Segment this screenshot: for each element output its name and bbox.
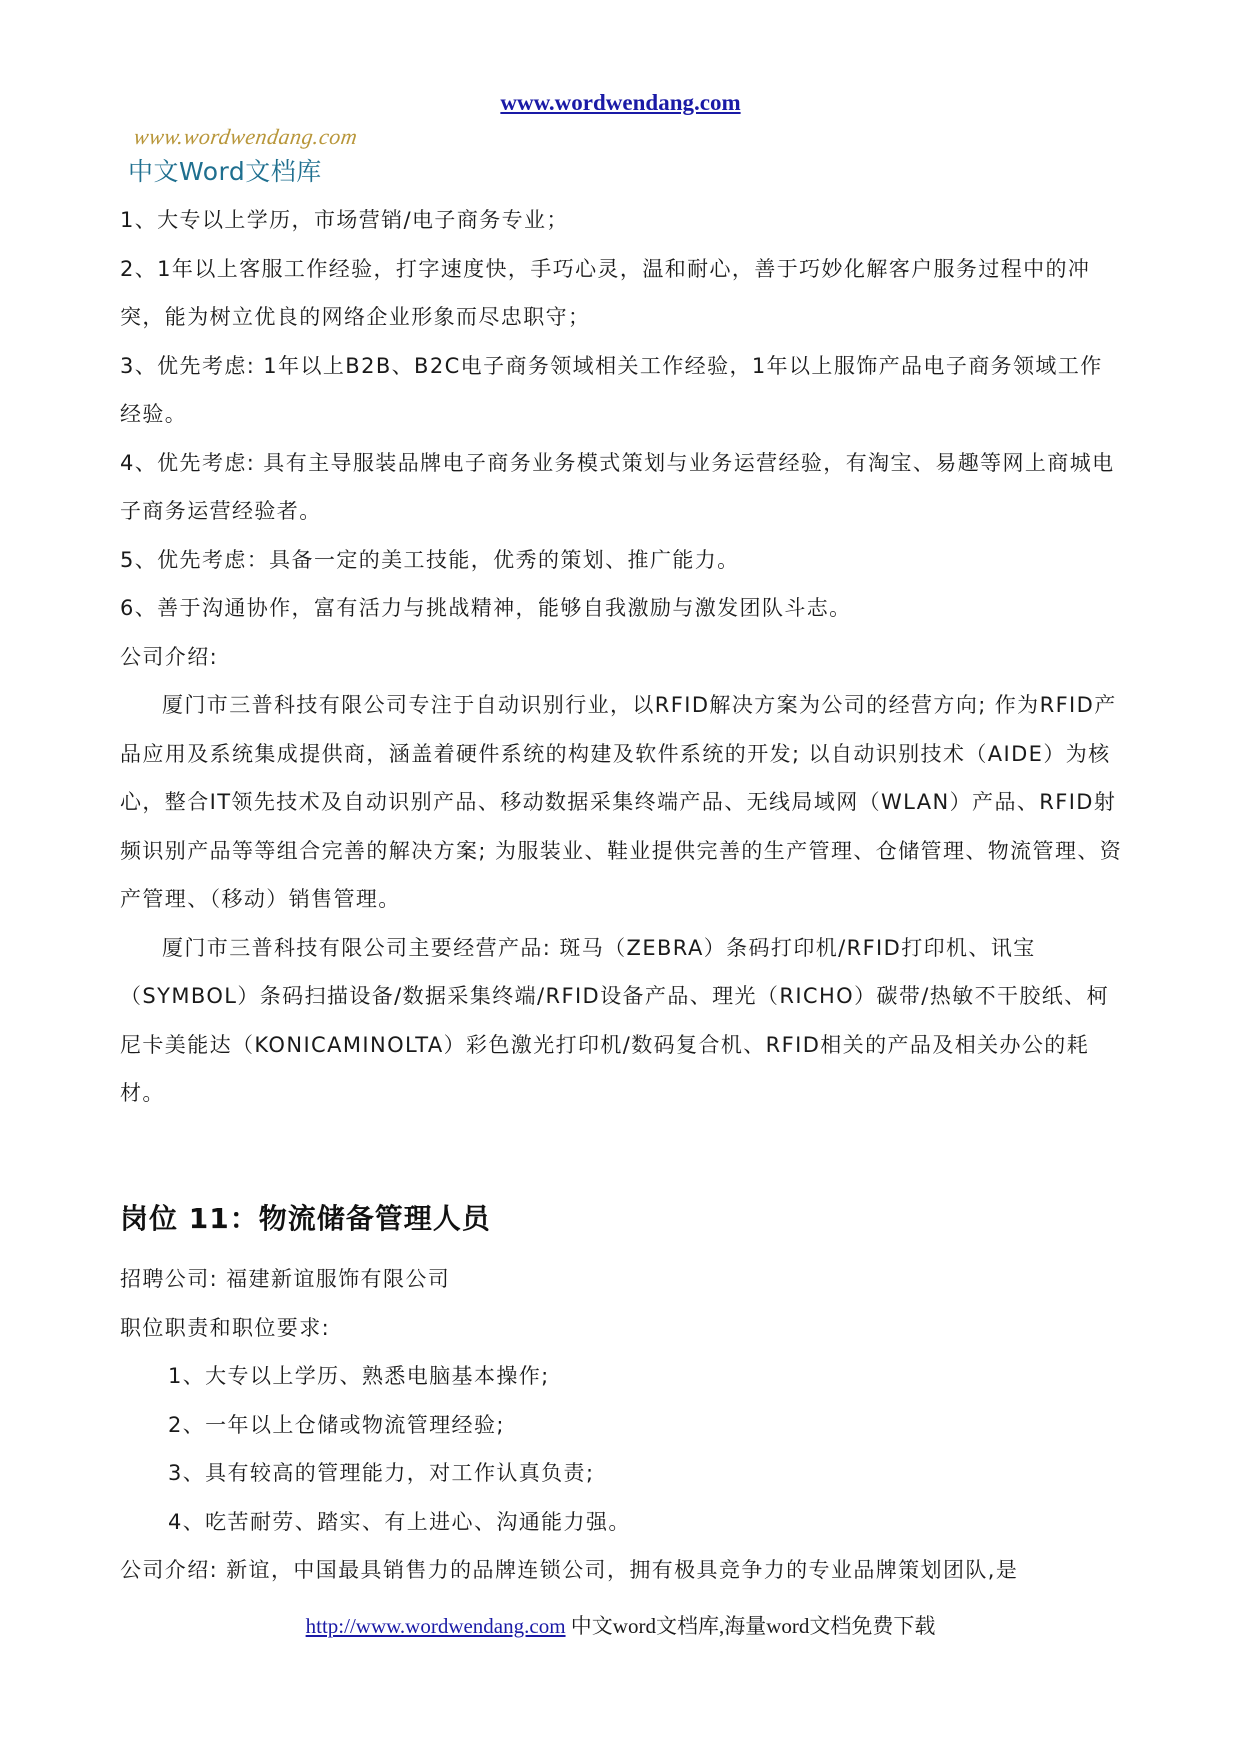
footer-text: 中文word文档库,海量word文档免费下载 [565,1614,936,1638]
company-intro-label: 公司介绍: [120,644,219,669]
company-paragraph: 厦门市三普科技有限公司主要经营产品: 斑马（ZEBRA）条码打印机/RFID打印机、讯宝（SYMBOL）条码扫描设备/数据采集终端/RFID设备产品、理光（RICHO）碳带/热敏不干胶纸、柯尼卡美能达（KONICAMINOLTA）彩色激光打印机/数码复合机、RFID相关的产品及相关办公的耗材。 [120,935,1109,1105]
logo-name: 中文Word文档库 [128,157,322,186]
page-footer [0,1610,1241,1640]
requirement-item: 6、善于沟通协作，富有活力与挑战精神，能够自我激励与激发团队斗志。 [120,596,852,620]
duties-label: 职位职责和职位要求: [120,1315,331,1340]
requirement-item: 2、1年以上客服工作经验，打字速度快，手巧心灵，温和耐心，善于巧妙化解客户服务过程中的冲突，能为树立优良的网络企业形象而尽忠职守； [120,256,1091,329]
position-company-intro: 公司介绍: 新谊，中国最具销售力的品牌连锁公司，拥有极具竞争力的专业品牌策划团队,是 [120,1558,1019,1582]
company-paragraph: 厦门市三普科技有限公司专注于自动识别行业，以RFID解决方案为公司的经营方向; 作为RFID产品应用及系统集成提供商，涵盖着硬件系统的构建及软件系统的开发; 以自动识别技术（AIDE）为核心，整合IT领先技术及自动识别产品、移动数据采集终端产品、无线局域网（WLAN）产品、RFID射频识别产品等等组合完善的解决方案; 为服装业、鞋业提供完善的生产管理、仓储管理、物流管理、资产管理、（移动）销售管理。 [120,693,1123,911]
job-requirements-section [120,196,1125,1118]
requirement-item: 4、优先考虑: 具有主导服装品牌电子商务业务模式策划与业务运营经验，有淘宝、易趣等网上商城电子商务运营经验者。 [120,450,1115,523]
footer-url-link[interactable]: http://www.wordwendang.com [305,1614,566,1638]
position-requirement-item: 2、一年以上仓储或物流管理经验; [168,1412,505,1437]
site-logo [120,120,360,192]
requirement-item: 1、大专以上学历，市场营销/电子商务专业； [120,208,569,232]
position-requirement-item: 3、具有较高的管理能力，对工作认真负责; [168,1461,595,1485]
position-requirement-item: 1、大专以上学历、熟悉电脑基本操作; [168,1364,550,1388]
hiring-company: 招聘公司: 福建新谊服饰有限公司 [120,1267,451,1291]
position-heading: 岗位 11：物流储备管理人员 [120,1202,491,1235]
position-requirement-item: 4、吃苦耐劳、踏实、有上进心、沟通能力强。 [168,1509,631,1534]
logo-url-text: www.wordwendang.com [132,124,360,149]
requirement-item: 3、优先考虑: 1年以上B2B、B2C电子商务领域相关工作经验，1年以上服饰产品电子商务领域工作经验。 [120,353,1103,426]
header-url-link[interactable]: www.wordwendang.com [500,90,741,115]
requirement-item: 5、优先考虑：具备一定的美工技能，优秀的策划、推广能力。 [120,547,740,572]
position-section [120,1255,1125,1595]
